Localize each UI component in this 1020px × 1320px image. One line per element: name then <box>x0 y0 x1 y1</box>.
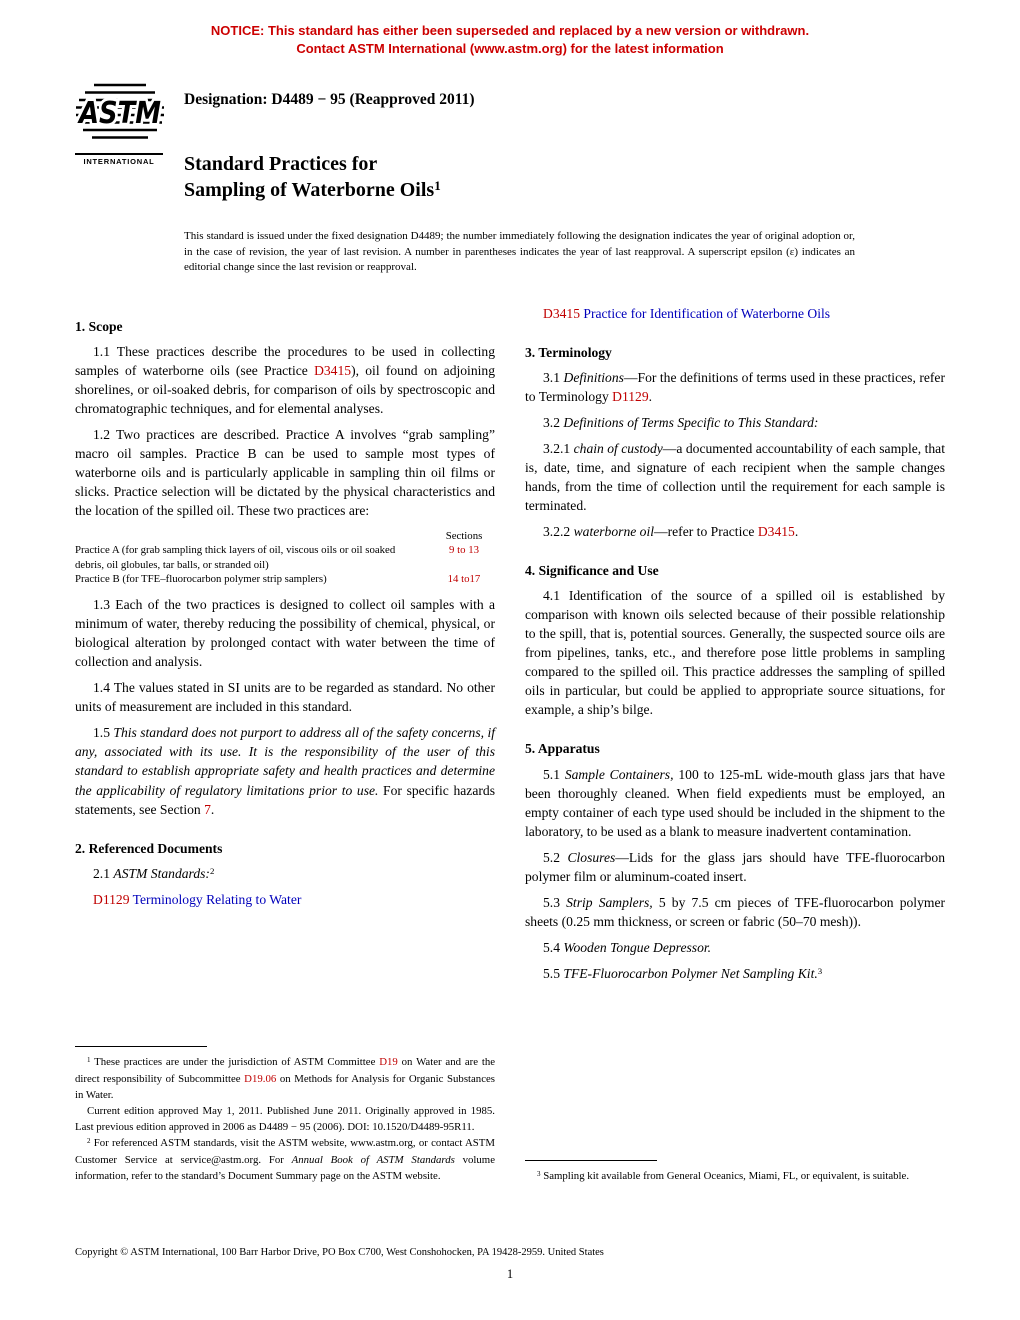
footnote-3: $^3$ Sampling kit available from General Oceanics, Miami, FL, or equivalent, is suitable. <box>537 1169 910 1182</box>
section-heading-referenced-documents: 2. Referenced Documents <box>75 840 223 856</box>
paragraph-5-4: 5.4 Wooden Tongue Depressor. <box>543 939 712 955</box>
paragraph-5-3: 5.3 Strip Samplers, 5 by 7.5 cm pieces of TFE-fluorocarbon polymer sheets (0.25 mm thickness, or screen or fabric (50–70 mesh)). <box>525 894 945 929</box>
left-column <box>75 304 495 1184</box>
title-footnote-ref: 1 <box>434 178 441 194</box>
link-sections-14-17[interactable]: 14 to17 <box>447 572 481 585</box>
section-heading-apparatus: 5. Apparatus <box>525 741 600 757</box>
footnote-1: $^1$ These practices are under the jurisdiction of ASTM Committee D19 on Water and are the direct responsibility of Subcommittee D19.06 on Methods for Analysis for Organic Substances in Water. <box>75 1056 496 1101</box>
section-heading-scope: 1. Scope <box>75 318 123 334</box>
paragraph-3-2-2: 3.2.2 waterborne oil—refer to Practice D3415. <box>543 524 799 540</box>
notice-line-2: Contact ASTM International (www.astm.org) for the latest information <box>296 40 724 56</box>
link-d1129[interactable]: D1129 <box>93 891 133 907</box>
paragraph-1-5: 1.5 This standard does not purport to address all of the safety concerns, if any, associated with its use. It is the responsibility of the user of this standard to establish appropriate safety and health practices and determine the applicability of regulatory limitations prior to use. For specific hazards statements, see Section 7. <box>75 725 495 817</box>
document-title <box>184 151 945 203</box>
link-d1129-inline[interactable]: D1129 <box>612 389 649 405</box>
footnote-ref-2: 2 <box>209 865 215 876</box>
footnote-edition: Current edition approved May 1, 2011. Published June 2011. Originally approved in 1985. Last previous edition approved in 2006 as D4489 − 95 (2006). DOI: 10.1520/D4489-95R11. <box>75 1104 495 1134</box>
link-d19-06[interactable]: D19.06 <box>244 1072 277 1085</box>
footnote-separator <box>75 1046 207 1047</box>
practices-sections-table <box>75 529 495 586</box>
title-line-1: Standard Practices for <box>184 153 378 176</box>
intro-paragraph: This standard is issued under the fixed designation D4489; the number immediately following the designation indicates the year of original adoption or, in the case of revision, the year of last revision. A number in parentheses indicates the year of last reapproval. A superscript epsilon (ε) indicates an editorial change since the last revision or reapproval. <box>184 230 855 274</box>
link-d3415-inline[interactable]: D3415 <box>757 524 795 540</box>
link-sections-9-13[interactable]: 9 to 13 <box>449 544 479 557</box>
paragraph-4-1: 4.1 Identification of the source of a spilled oil is established by comparison with known oils selected because of their possible relationship to the spill, that is, potential sources. Generally, the suspected source oils are from pipelines, tanks, etc., and therefore pose little problems in sampling compared to the spilled oil. This practice addresses the sampling of spilled oils in particular, but could be applied to appropriate source situations, for example, a ship’s bilge. <box>525 588 945 718</box>
astm-logo-icon <box>75 77 165 151</box>
paragraph-2-1: 2.1 ASTM Standards:$^2$ <box>93 865 215 881</box>
table-header-sections: Sections <box>445 530 483 543</box>
paragraph-5-2: 5.2 Closures—Lids for the glass jars should have TFE-fluorocarbon polymer film or aluminum-coated insert. <box>525 849 945 884</box>
paragraph-3-2: 3.2 Definitions of Terms Specific to This Standard: <box>543 415 819 431</box>
section-heading-terminology: 3. Terminology <box>525 344 612 360</box>
astm-logo <box>75 77 170 276</box>
table-header-row <box>75 529 495 543</box>
right-footnotes <box>525 1160 945 1184</box>
withdrawal-notice <box>0 0 1020 57</box>
copyright-line: Copyright © ASTM International, 100 Barr Harbor Drive, PO Box C700, West Conshohocken, PA 19428-2959. United States <box>75 1247 604 1258</box>
link-d3415-ref[interactable]: D3415 <box>543 305 584 321</box>
paragraph-5-5: 5.5 TFE-Fluorocarbon Polymer Net Sampling Kit.$^3$ <box>543 965 823 981</box>
footnote-separator <box>525 1160 657 1161</box>
header-content <box>170 77 945 276</box>
footnote-2: $^2$ For referenced ASTM standards, visit the ASTM website, www.astm.org, or contact ASTM Customer Service at service@astm.org. For Annual Book of ASTM Standards volume information, refer to the standard’s Document Summary page on the ASTM website. <box>75 1137 495 1182</box>
practice-b-description: Practice B (for TFE–fluorocarbon polymer strip samplers) <box>75 572 327 585</box>
link-d3415-title[interactable]: Practice for Identification of Waterborne Oils <box>583 305 831 321</box>
right-column <box>525 304 945 1184</box>
footnote-ref-3: 3 <box>817 965 823 976</box>
designation: Designation: D4489 − 95 (Reapproved 2011) <box>184 91 475 109</box>
paragraph-5-1: 5.1 Sample Containers, 100 to 125-mL wide-mouth glass jars that have been thoroughly cleaned. When field expedients must be employed, an empty container of each type used should be included in the shipment to the laboratory, to be used as a blank to measure inadvertent contamination. <box>525 766 945 839</box>
astm-logo-text: ASTM <box>77 96 162 132</box>
section-heading-significance: 4. Significance and Use <box>525 563 659 579</box>
link-d19[interactable]: D19 <box>379 1056 398 1069</box>
table-row-practice-b <box>75 572 495 586</box>
paragraph-1-3: 1.3 Each of the two practices is designed to collect oil samples with a minimum of water, thereby reducing the possibility of chemical, physical, or biological alteration by prolonged contact with water between the time of collection and analysis. <box>75 597 495 670</box>
paragraph-3-2-1: 3.2.1 chain of custody—a documented accountability of each sample, that is, date, time, and signature of each recipient when the sample changes hands, from the time of collection until the requirement for each sample is terminated. <box>525 441 945 514</box>
astm-logo-subtitle: INTERNATIONAL <box>75 153 163 166</box>
notice-line-1: NOTICE: This standard has either been superseded and replaced by a new version or withdrawn. <box>210 23 810 38</box>
link-d1129-title[interactable]: Terminology Relating to Water <box>132 891 302 907</box>
paragraph-1-1: 1.1 These practices describe the procedures to be used in collecting samples of waterborne oils (see Practice D3415), oil found on adjoining shorelines, or oil-soaked debris, for comparison of oils by spectroscopic and chromatographic techniques, and for elemental analyses. <box>75 343 496 417</box>
document-header <box>75 77 945 276</box>
practice-a-description: Practice A (for grab sampling thick layers of oil, viscous oils or oil soaked debris, oil globules, tar balls, or stranded oil) <box>75 544 396 571</box>
title-line-2: Sampling of Waterborne Oils$^1$ <box>184 178 441 202</box>
reference-d3415 <box>525 304 945 323</box>
link-d3415[interactable]: D3415 <box>314 362 352 378</box>
reference-d1129 <box>75 890 495 909</box>
paragraph-1-4: 1.4 The values stated in SI units are to be regarded as standard. No other units of measurement are included in this standard. <box>75 680 495 715</box>
page-number: 1 <box>506 1267 514 1281</box>
link-section-7[interactable]: 7 <box>204 801 211 817</box>
left-footnotes <box>75 1046 495 1184</box>
document-body <box>75 304 945 1184</box>
table-row-practice-a <box>75 543 495 572</box>
paragraph-1-2: 1.2 Two practices are described. Practice A involves “grab sampling” macro oil samples. Practice B can be used to sample most types of waterborne oils and is particularly applicable in sampling thin oil films or slicks. Practice selection will be dictated by the physical characteristics and the location of the spilled oil. These two practices are: <box>75 427 495 519</box>
paragraph-3-1: 3.1 Definitions—For the definitions of terms used in these practices, refer to Terminology D1129. <box>525 369 945 405</box>
